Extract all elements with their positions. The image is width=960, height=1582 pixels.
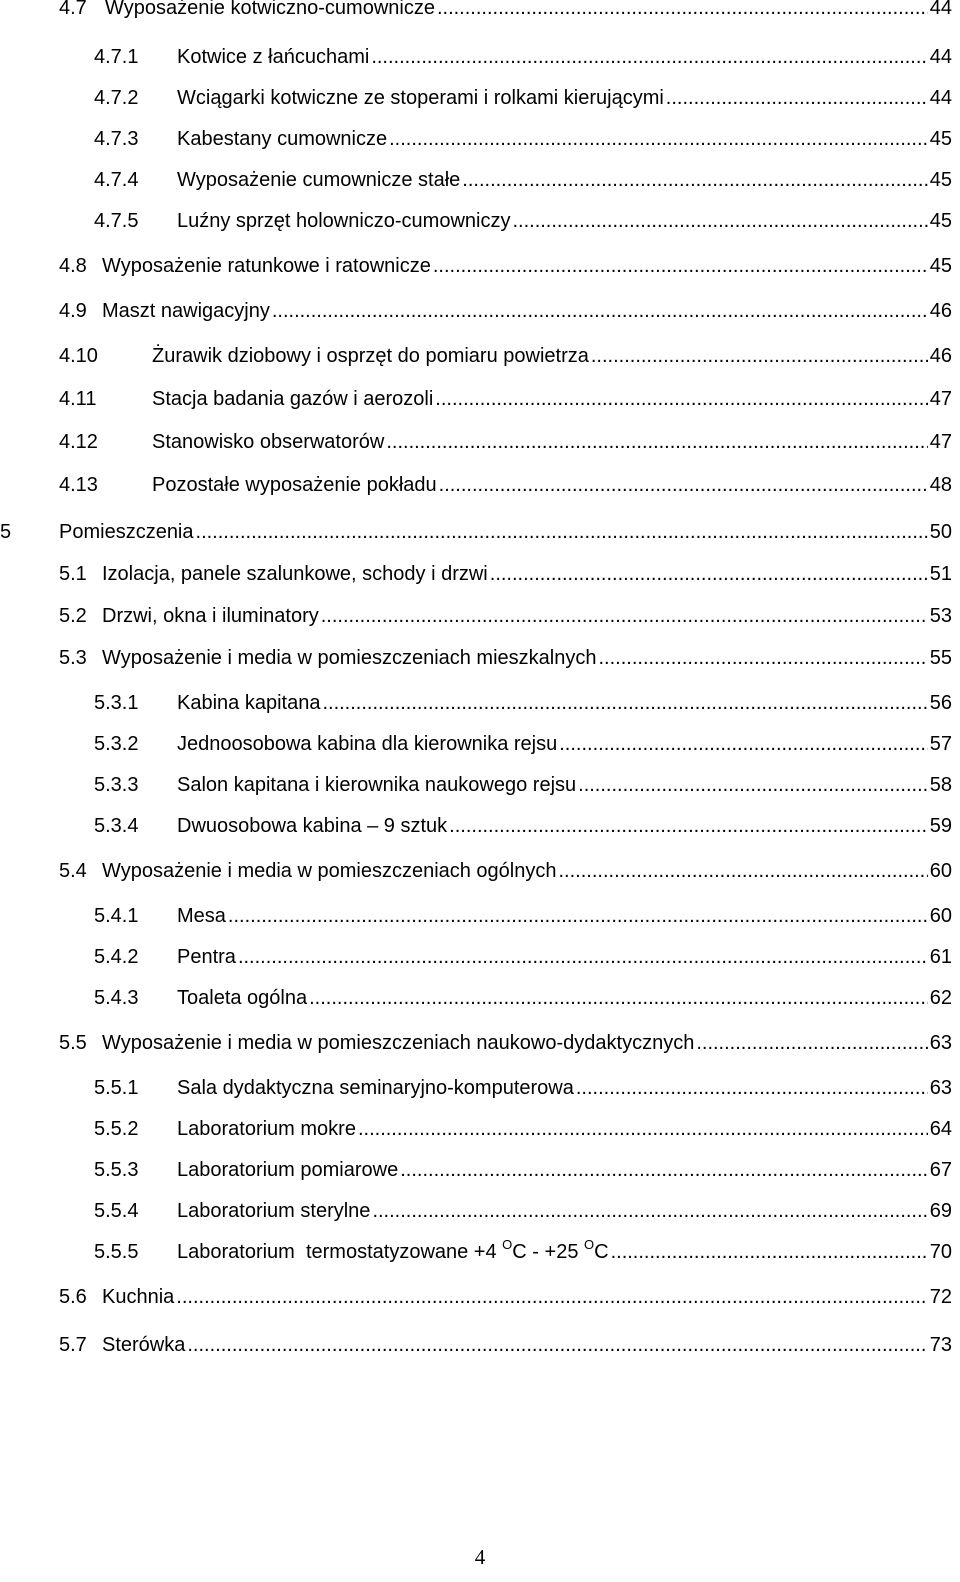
toc-entry-number: 5.1	[59, 563, 87, 585]
dot-leader	[449, 814, 928, 838]
dot-leader	[372, 1199, 927, 1223]
toc-entry-title: Luźny sprzęt holowniczo-cumowniczy	[177, 210, 511, 232]
toc-entry-number: 5.7	[59, 1334, 87, 1356]
toc-entry-title: Maszt nawigacyjny	[102, 300, 270, 322]
dot-leader	[559, 859, 928, 883]
toc-entry[interactable]	[94, 980, 952, 1010]
dot-leader	[437, 0, 928, 20]
toc-entry-title: Pozostałe wyposażenie pokładu	[152, 474, 437, 496]
toc-entry-number: 5.5.4	[94, 1200, 139, 1222]
title-part: Laboratorium termostatyzowane +4	[177, 1241, 503, 1263]
toc-entry-title: Salon kapitana i kierownika naukowego rejsu	[177, 774, 577, 796]
dot-leader	[576, 1076, 928, 1100]
toc-entry-number: 4.9	[59, 300, 87, 322]
toc-entry-number: 5.6	[59, 1286, 87, 1308]
toc-entry[interactable]	[59, 1327, 952, 1357]
toc-entry-page: 64	[929, 1118, 952, 1140]
toc-entry-title: Izolacja, panele szalunkowe, schody i drzwi	[102, 563, 488, 585]
toc-entry-title: Drzwi, okna i iluminatory	[102, 605, 319, 627]
toc-entry-number: 4.11	[59, 388, 97, 410]
dot-leader	[238, 945, 928, 969]
toc-entry-title: Kotwice z łańcuchami	[177, 46, 370, 68]
toc-entry[interactable]	[94, 203, 952, 233]
degree-superscript: O	[502, 1237, 513, 1252]
dot-leader	[435, 387, 927, 411]
toc-entry-title: Stanowisko obserwatorów	[152, 431, 385, 453]
dot-leader	[462, 168, 927, 192]
dot-leader	[321, 604, 928, 628]
toc-entry-page: 45	[929, 169, 952, 191]
toc-entry-number: 4.8	[59, 255, 87, 277]
toc-entry[interactable]	[94, 121, 952, 151]
toc-entry-title: Toaleta ogólna	[177, 987, 308, 1009]
toc-entry-page: 45	[929, 128, 952, 150]
title-part: C	[594, 1241, 609, 1263]
toc-entry[interactable]	[94, 1111, 952, 1141]
degree-superscript: O	[584, 1237, 595, 1252]
toc-entry-page: 63	[929, 1077, 952, 1099]
toc-entry-page: 56	[929, 692, 952, 714]
toc-entry-page: 62	[929, 987, 952, 1009]
toc-entry-title: Sala dydaktyczna seminaryjno-komputerowa	[177, 1077, 574, 1099]
toc-entry-page: 59	[929, 815, 952, 837]
toc-entry-page: 70	[929, 1241, 952, 1263]
toc-entry-page: 60	[929, 905, 952, 927]
toc-entry-page: 55	[929, 647, 952, 669]
toc-entry-title: Żurawik dziobowy i osprzęt do pomiaru powietrza	[152, 345, 589, 367]
toc-entry[interactable]	[59, 853, 952, 883]
toc-entry[interactable]	[94, 939, 952, 969]
dot-leader	[696, 1031, 927, 1055]
dot-leader	[400, 1158, 928, 1182]
toc-entry-title: Laboratorium pomiarowe	[177, 1159, 399, 1181]
dot-leader	[272, 299, 928, 323]
toc-entry-title: Wyposażenie cumownicze stałe	[177, 169, 461, 191]
toc-entry-number: 5	[0, 521, 12, 543]
toc-entry-title: Laboratorium sterylne	[177, 1200, 371, 1222]
dot-leader	[176, 1285, 927, 1309]
toc-entry-number: 5.4	[59, 860, 87, 882]
toc-entry-number: 5.5.5	[94, 1241, 139, 1263]
toc-entry-number: 5.5.1	[94, 1077, 139, 1099]
toc-entry[interactable]	[94, 685, 952, 715]
dot-leader	[389, 127, 928, 151]
toc-entry-page: 45	[929, 255, 952, 277]
dot-leader	[433, 254, 928, 278]
toc-entry-page: 45	[929, 210, 952, 232]
toc-entry-number: 4.7.4	[94, 169, 139, 191]
toc-entry-page: 44	[929, 0, 952, 19]
dot-leader	[490, 562, 928, 586]
toc-entry-page: 67	[929, 1159, 952, 1181]
toc-entry-page: 53	[929, 605, 952, 627]
toc-entry[interactable]	[59, 424, 952, 454]
toc-entry-title: Dwuosobowa kabina – 9 sztuk	[177, 815, 448, 837]
toc-entry-number: 5.2	[59, 605, 87, 627]
toc-entry[interactable]	[59, 248, 952, 278]
title-part: C - +25	[512, 1241, 584, 1263]
toc-entry-title: Sterówka	[102, 1334, 186, 1356]
toc-entry[interactable]	[59, 640, 952, 670]
toc-entry[interactable]	[59, 556, 952, 586]
toc-entry[interactable]	[94, 726, 952, 756]
toc-entry[interactable]	[59, 293, 952, 323]
toc-entry-page: 63	[929, 1032, 952, 1054]
dot-leader	[187, 1333, 927, 1357]
dot-leader	[598, 646, 927, 670]
toc-entry-number: 5.3.3	[94, 774, 139, 796]
toc-entry-number: 4.12	[59, 431, 98, 453]
toc-entry-number: 4.13	[59, 474, 98, 496]
toc-entry-title: Pentra	[177, 946, 236, 968]
toc-entry-page: 46	[929, 345, 952, 367]
page-number: 4	[474, 1545, 486, 1569]
toc-entry-number: 5.4.3	[94, 987, 139, 1009]
toc-entry-title: Stacja badania gazów i aerozoli	[152, 388, 434, 410]
toc-entry[interactable]	[59, 338, 952, 368]
toc-entry-title: Kuchnia	[102, 1286, 175, 1308]
dot-leader	[559, 732, 928, 756]
dot-leader	[322, 691, 927, 715]
toc-entry-title: Kabina kapitana	[177, 692, 321, 714]
dot-leader	[228, 904, 928, 928]
toc-entry[interactable]	[94, 808, 952, 838]
toc-entry-title: Wyposażenie i media w pomieszczeniach ogólnych	[102, 860, 557, 882]
toc-entry-number: 5.3.4	[94, 815, 139, 837]
toc-entry-number: 4.7.5	[94, 210, 139, 232]
toc-entry-title: Wciągarki kotwiczne ze stoperami i rolkami kierującymi	[177, 87, 664, 109]
toc-entry-title: Wyposażenie i media w pomieszczeniach mieszkalnych	[102, 647, 597, 669]
toc-entry[interactable]	[94, 898, 952, 928]
toc-entry[interactable]	[94, 1234, 952, 1264]
dot-leader	[358, 1117, 928, 1141]
toc-entry[interactable]	[59, 598, 952, 628]
toc-entry-number: 5.3.1	[94, 692, 139, 714]
toc-entry-page: 72	[929, 1286, 952, 1308]
toc-entry[interactable]	[94, 767, 952, 797]
toc-entry-number: 5.3	[59, 647, 87, 669]
toc-entry-page: 44	[929, 46, 952, 68]
toc-entry-page: 58	[929, 774, 952, 796]
dot-leader	[512, 209, 927, 233]
toc-entry-page: 50	[929, 521, 952, 543]
toc-entry-number: 5.5.2	[94, 1118, 139, 1140]
dot-leader	[309, 986, 928, 1010]
toc-entry-number: 5.4.2	[94, 946, 139, 968]
toc-entry-title: Wyposażenie kotwiczno-cumownicze	[105, 0, 435, 19]
toc-entry-page: 47	[929, 431, 952, 453]
toc-entry-title	[177, 1237, 609, 1264]
toc-entry[interactable]	[94, 1152, 952, 1182]
dot-leader	[666, 86, 928, 110]
toc-entry[interactable]	[94, 1193, 952, 1223]
toc-entry[interactable]	[59, 381, 952, 411]
toc-entry-page: 51	[929, 563, 952, 585]
dot-leader	[196, 520, 928, 544]
dot-leader	[371, 45, 927, 69]
toc-entry[interactable]	[0, 514, 952, 544]
dot-leader	[578, 773, 928, 797]
toc-entry-page: 61	[929, 946, 952, 968]
toc-entry-number: 5.4.1	[94, 905, 139, 927]
toc-entry[interactable]	[94, 1070, 952, 1100]
dot-leader	[611, 1240, 928, 1264]
toc-entry[interactable]	[59, 467, 952, 497]
toc-entry-number: 5.5	[59, 1032, 87, 1054]
toc-entry-title: Pomieszczenia	[59, 521, 194, 543]
toc-entry-page: 57	[929, 733, 952, 755]
toc-entry-page: 46	[929, 300, 952, 322]
toc-entry-title: Mesa	[177, 905, 226, 927]
toc-entry-title: Laboratorium mokre	[177, 1118, 356, 1140]
toc-entry-title: Wyposażenie i media w pomieszczeniach naukowo-dydaktycznych	[102, 1032, 695, 1054]
dot-leader	[591, 344, 928, 368]
toc-entry-page: 47	[929, 388, 952, 410]
toc-entry-page: 73	[929, 1334, 952, 1356]
dot-leader	[439, 473, 928, 497]
toc-entry[interactable]	[59, 1279, 952, 1309]
toc-entry[interactable]	[94, 80, 952, 110]
toc-entry-number: 5.3.2	[94, 733, 139, 755]
toc-entry[interactable]	[59, 0, 952, 20]
toc-entry[interactable]	[59, 1025, 952, 1055]
toc-entry-title: Wyposażenie ratunkowe i ratownicze	[102, 255, 431, 277]
toc-entry-title: Jednoosobowa kabina dla kierownika rejsu	[177, 733, 558, 755]
toc-entry-page: 69	[929, 1200, 952, 1222]
toc-entry-number: 4.7.2	[94, 87, 139, 109]
toc-entry-number: 4.7	[59, 0, 87, 19]
toc-entry-number: 5.5.3	[94, 1159, 139, 1181]
toc-entry[interactable]	[94, 39, 952, 69]
toc-entry-page: 44	[929, 87, 952, 109]
toc-entry-page: 48	[929, 474, 952, 496]
toc-entry-number: 4.7.1	[94, 46, 139, 68]
toc-entry[interactable]	[94, 162, 952, 192]
toc-entry-page: 60	[929, 860, 952, 882]
toc-entry-number: 4.7.3	[94, 128, 139, 150]
dot-leader	[386, 430, 927, 454]
toc-entry-title: Kabestany cumownicze	[177, 128, 388, 150]
toc-entry-number: 4.10	[59, 345, 98, 367]
